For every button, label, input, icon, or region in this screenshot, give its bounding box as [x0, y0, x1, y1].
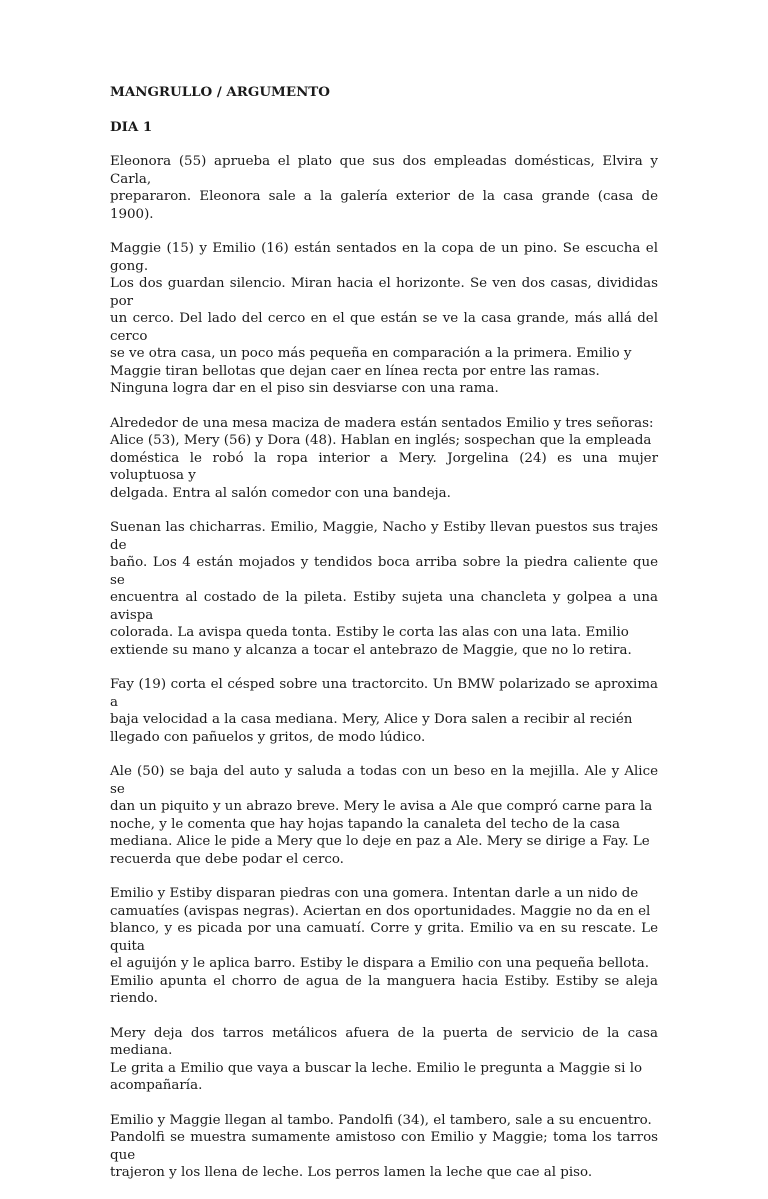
paragraph-line: baño. Los 4 están mojados y tendidos boca arriba sobre la piedra caliente que se	[110, 555, 658, 588]
paragraph-line: Fay (19) corta el césped sobre una tractorcito. Un BMW polarizado se aproxima a	[110, 677, 658, 710]
paragraph-line: blanco, y es picada por una camuatí. Corre y grita. Emilio va en su rescate. Le quita	[110, 921, 658, 954]
paragraph-line: Le grita a Emilio que vaya a buscar la leche. Emilio le pregunta a Maggie si lo	[110, 1060, 643, 1076]
paragraph	[110, 240, 658, 398]
paragraph-line: Los dos guardan silencio. Miran hacia el horizonte. Se ven dos casas, divididas por	[110, 276, 658, 309]
paragraph-line: extiende su mano y alcanza a tocar el antebrazo de Maggie, que no lo retira.	[110, 642, 632, 658]
paragraph-line: recuerda que debe podar el cerco.	[110, 851, 344, 867]
paragraph	[110, 1025, 658, 1095]
paragraph-line: Ale (50) se baja del auto y saluda a todas con un beso en la mejilla. Ale y Alice se	[110, 764, 658, 797]
paragraph-line: un cerco. Del lado del cerco en el que están se ve la casa grande, más allá del cerco	[110, 311, 658, 344]
paragraph-line: Mery deja dos tarros metálicos afuera de la puerta de servicio de la casa mediana.	[110, 1025, 658, 1058]
paragraph-list	[110, 153, 658, 1182]
paragraph-line: Eleonora (55) aprueba el plato que sus dos empleadas domésticas, Elvira y Carla,	[110, 154, 658, 187]
paragraph-line: encuentra al costado de la pileta. Estiby sujeta una chancleta y golpea a una avispa	[110, 590, 658, 623]
paragraph	[110, 519, 658, 659]
document-title: MANGRULLO / ARGUMENTO	[110, 84, 330, 100]
paragraph-line: Maggie (15) y Emilio (16) están sentados en la copa de un pino. Se escucha el gong.	[110, 241, 658, 274]
paragraph-line: el aguijón y le aplica barro. Estiby le dispara a Emilio con una pequeña bellota.	[110, 956, 649, 971]
paragraph-line: mediana. Alice le pide a Mery que lo deje en paz a Ale. Mery se dirige a Fay. Le	[110, 834, 650, 849]
paragraph-line: Alice (53), Mery (56) y Dora (48). Hablan en inglés; sospechan que la empleada	[110, 433, 652, 448]
paragraph-line: dan un piquito y un abrazo breve. Mery le avisa a Ale que compró carne para la	[110, 799, 653, 814]
paragraph-line: Emilio y Maggie llegan al tambo. Pandolfi (34), el tambero, sale a su encuentro.	[110, 1112, 652, 1128]
paragraph	[110, 763, 658, 868]
paragraph-line: Ninguna logra dar en el piso sin desviarse con una rama.	[110, 381, 499, 396]
paragraph-line: noche, y le comenta que hay hojas tapando la canaleta del techo de la casa	[110, 816, 620, 832]
paragraph	[110, 676, 658, 746]
paragraph-line: delgada. Entra al salón comedor con una bandeja.	[110, 485, 451, 501]
paragraph-line: camuatíes (avispas negras). Aciertan en dos oportunidades. Maggie no da en el	[110, 903, 651, 919]
paragraph-line: Alrededor de una mesa maciza de madera están sentados Emilio y tres señoras:	[110, 415, 654, 431]
paragraph-line: trajeron y los llena de leche. Los perros lamen la leche que cae al piso.	[110, 1165, 593, 1180]
paragraph	[110, 153, 658, 223]
paragraph	[110, 1112, 658, 1182]
paragraph-line: llegado con pañuelos y gritos, de modo lúdico.	[110, 729, 426, 745]
paragraph-line: colorada. La avispa queda tonta. Estiby le corta las alas con una lata. Emilio	[110, 625, 629, 640]
paragraph	[110, 415, 658, 503]
paragraph	[110, 885, 658, 1008]
paragraph-line: Maggie tiran bellotas que dejan caer en línea recta por entre las ramas.	[110, 363, 600, 379]
paragraph-line: Pandolfi se muestra sumamente amistoso con Emilio y Maggie; toma los tarros que	[110, 1130, 658, 1163]
paragraph-line: se ve otra casa, un poco más pequeña en comparación a la primera. Emilio y	[110, 346, 632, 361]
paragraph-line: Emilio y Estiby disparan piedras con una gomera. Intentan darle a un nido de	[110, 886, 639, 901]
document-page	[110, 84, 658, 1199]
paragraph-line: doméstica le robó la ropa interior a Mery. Jorgelina (24) es una mujer voluptuosa y	[110, 450, 658, 483]
day-heading: DIA 1	[110, 118, 153, 135]
paragraph-line: prepararon. Eleonora sale a la galería exterior de la casa grande (casa de 1900).	[110, 189, 658, 222]
paragraph-line: Suenan las chicharras. Emilio, Maggie, Nacho y Estiby llevan puestos sus trajes de	[110, 520, 658, 553]
paragraph-line: Emilio apunta el chorro de agua de la manguera hacia Estiby. Estiby se aleja riendo.	[110, 973, 658, 1006]
paragraph-line: baja velocidad a la casa mediana. Mery, Alice y Dora salen a recibir al recién	[110, 712, 633, 727]
paragraph-line: acompañaría.	[110, 1078, 203, 1093]
